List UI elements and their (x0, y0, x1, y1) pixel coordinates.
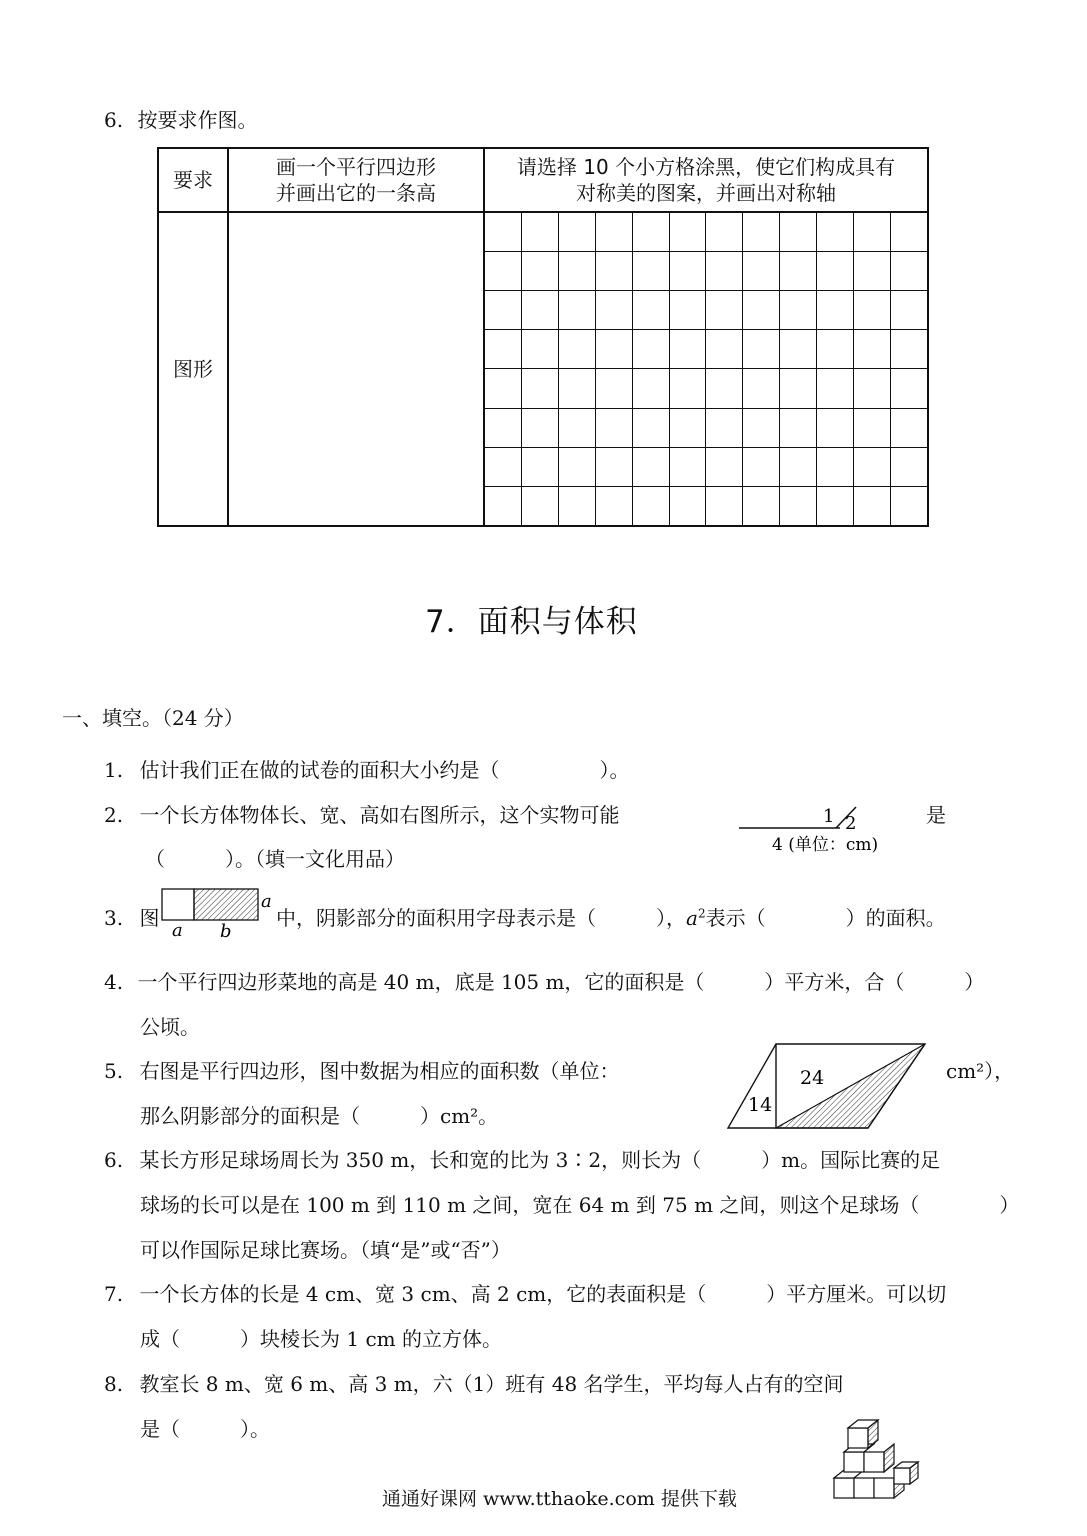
grid-square[interactable] (595, 369, 632, 408)
grid-square[interactable] (854, 330, 891, 369)
q3-text-a: 中，阴影部分的面积用字母表示是（ ）， (276, 906, 686, 930)
grid-square[interactable] (854, 213, 891, 252)
grid-square[interactable] (743, 213, 780, 252)
grid-square[interactable] (706, 291, 743, 330)
q3-rest (276, 902, 946, 931)
grid-square[interactable] (632, 291, 669, 330)
grid-square[interactable] (632, 408, 669, 447)
label-a-right: a (261, 891, 272, 912)
cuboid-dimension-figure (735, 800, 915, 860)
question-5-line1 (104, 1055, 619, 1084)
grid-square[interactable] (521, 486, 558, 525)
grid-square[interactable] (558, 408, 595, 447)
header-symmetry (484, 148, 928, 212)
grid-square[interactable] (669, 447, 706, 486)
grid-square[interactable] (485, 369, 521, 408)
grid-square[interactable] (854, 369, 891, 408)
grid-square[interactable] (521, 447, 558, 486)
section-title: 7．面积与体积 (425, 604, 638, 640)
grid-square[interactable] (706, 447, 743, 486)
grid-square[interactable] (854, 291, 891, 330)
q6-prev-text: 按要求作图。 (137, 108, 258, 132)
q8-line1: 教室长 8 m、宽 6 m、高 3 m，六（1）班有 48 名学生，平均每人占有的空间 (139, 1372, 844, 1396)
square-rectangle-figure (158, 884, 278, 944)
header-parallelogram-line2: 并画出它的一条高 (276, 181, 436, 205)
q6-prev-line (104, 104, 257, 133)
grid-square[interactable] (817, 369, 854, 408)
q8-number: 8. (104, 1372, 124, 1396)
grid-square[interactable] (485, 408, 521, 447)
q3-pre: 图 (139, 906, 160, 930)
grid-square[interactable] (558, 369, 595, 408)
grid-square[interactable] (595, 252, 632, 291)
grid-square[interactable] (558, 291, 595, 330)
grid-square[interactable] (817, 486, 854, 525)
grid-square[interactable] (780, 252, 817, 291)
grid-square[interactable] (632, 369, 669, 408)
drawing-requirement-table (157, 147, 929, 527)
grid-square[interactable] (669, 486, 706, 525)
square-grid[interactable] (485, 213, 927, 525)
q1-number: 1. (104, 758, 124, 782)
q6-prev-number: 6. (104, 108, 124, 132)
q5-number: 5. (104, 1059, 124, 1083)
grid-square[interactable] (780, 486, 817, 525)
grid-square[interactable] (890, 486, 927, 525)
grid-square[interactable] (632, 252, 669, 291)
q6-number: 6. (104, 1148, 124, 1172)
grid-square[interactable] (706, 486, 743, 525)
header-symmetry-line1: 请选择 10 个小方格涂黑，使它们构成具有 (516, 155, 896, 179)
grid-square[interactable] (558, 252, 595, 291)
q3-number-line (104, 902, 159, 931)
fig-label-1: 1 (823, 806, 835, 827)
grid-square[interactable] (743, 369, 780, 408)
grid-square[interactable] (854, 252, 891, 291)
grid-square[interactable] (521, 408, 558, 447)
grid-square[interactable] (485, 486, 521, 525)
label-a-bottom: a (172, 920, 183, 941)
grid-square[interactable] (706, 330, 743, 369)
grid-square[interactable] (890, 330, 927, 369)
grid-square[interactable] (817, 330, 854, 369)
q1-text: 估计我们正在做的试卷的面积大小约是（ ）。 (139, 758, 630, 782)
grid-square[interactable] (743, 447, 780, 486)
grid-square[interactable] (890, 291, 927, 330)
grid-square[interactable] (743, 330, 780, 369)
grid-square[interactable] (854, 486, 891, 525)
q5-line1: 右图是平行四边形，图中数据为相应的面积数（单位： (139, 1059, 620, 1083)
q3-text-b: 表示（ ）的面积。 (705, 906, 946, 930)
question-6-line1 (104, 1144, 940, 1173)
grid-square[interactable] (485, 213, 521, 252)
grid-square[interactable] (595, 486, 632, 525)
grid-square[interactable] (706, 408, 743, 447)
grid-square[interactable] (817, 447, 854, 486)
grid-square[interactable] (485, 330, 521, 369)
label-b-bottom: b (220, 921, 232, 942)
grid-square[interactable] (780, 213, 817, 252)
grid-square[interactable] (890, 408, 927, 447)
question-8-line1 (104, 1368, 844, 1397)
grid-square[interactable] (669, 213, 706, 252)
fig-label-2: 2 (845, 813, 857, 834)
grid-square[interactable] (485, 447, 521, 486)
grid-square[interactable] (669, 408, 706, 447)
q2-text-b: 是 (926, 803, 946, 827)
grid-square[interactable] (890, 213, 927, 252)
shaded-rectangle (194, 889, 258, 920)
grid-square[interactable] (780, 291, 817, 330)
grid-square[interactable] (817, 291, 854, 330)
grid-square[interactable] (595, 408, 632, 447)
fig-label-unit: 4 (单位：cm) (772, 835, 879, 855)
grid-square[interactable] (521, 330, 558, 369)
q7-number: 7. (104, 1282, 124, 1306)
grid-square[interactable] (521, 291, 558, 330)
q4-line1: 一个平行四边形菜地的高是 40 m，底是 105 m，它的面积是（ ）平方米，合（ ） (137, 970, 985, 994)
grid-square[interactable] (595, 291, 632, 330)
grid-square[interactable] (632, 486, 669, 525)
q8-line2: 是（ ）。 (140, 1417, 270, 1441)
grid-square[interactable] (558, 213, 595, 252)
question-4-line1 (104, 966, 984, 995)
part1-heading: 一、填空。（24 分） (62, 706, 244, 730)
grid-square[interactable] (669, 330, 706, 369)
grid-square[interactable] (743, 486, 780, 525)
grid-square[interactable] (595, 213, 632, 252)
grid-square[interactable] (890, 447, 927, 486)
q2-text-a: 一个长方体物体长、宽、高如右图所示，这个实物可能 (139, 803, 620, 827)
grid-square[interactable] (521, 252, 558, 291)
grid-square[interactable] (890, 369, 927, 408)
q2-number: 2. (104, 803, 124, 827)
header-parallelogram-line1: 画一个平行四边形 (276, 155, 436, 179)
grid-square[interactable] (632, 213, 669, 252)
grid-square[interactable] (817, 213, 854, 252)
grid-square[interactable] (706, 213, 743, 252)
q3-superscript: 2 (697, 906, 706, 921)
grid-square[interactable] (558, 330, 595, 369)
grid-cell-container (484, 212, 928, 526)
header-parallelogram (228, 148, 484, 212)
grid-square[interactable] (521, 213, 558, 252)
grid-square[interactable] (780, 447, 817, 486)
q3-number: 3. (104, 906, 124, 930)
grid-square[interactable] (890, 252, 927, 291)
footer-text: 通通好课网 www.tthaoke.com 提供下载 (382, 1488, 737, 1510)
question-1 (104, 754, 629, 783)
q3-a-symbol: a (686, 906, 698, 930)
question-2-line1 (104, 799, 619, 828)
grid-square[interactable] (485, 252, 521, 291)
grid-square[interactable] (817, 252, 854, 291)
header-requirement: 要求 (158, 148, 228, 212)
grid-square[interactable] (780, 369, 817, 408)
grid-square[interactable] (595, 447, 632, 486)
grid-square[interactable] (558, 447, 595, 486)
grid-square[interactable] (595, 330, 632, 369)
q6-line2: 球场的长可以是在 100 m 到 110 m 之间，宽在 64 m 到 75 m 之间，则这个足球场（ ） (140, 1193, 1020, 1217)
q6-line3: 可以作国际足球比赛场。（填“是”或“否”） (140, 1238, 511, 1262)
area-24-label: 24 (800, 1067, 825, 1089)
grid-square[interactable] (669, 291, 706, 330)
square-a (162, 889, 194, 920)
grid-square[interactable] (817, 408, 854, 447)
q2-text-c: （ ）。（填一文化用品） (145, 847, 405, 871)
question-7-line1 (104, 1278, 946, 1307)
grid-square[interactable] (706, 252, 743, 291)
grid-square[interactable] (854, 447, 891, 486)
q5-unit: cm²）， (946, 1059, 1015, 1083)
grid-square[interactable] (780, 330, 817, 369)
grid-square[interactable] (669, 252, 706, 291)
header-symmetry-line2: 对称美的图案，并画出对称轴 (576, 181, 836, 205)
grid-square[interactable] (632, 447, 669, 486)
grid-square[interactable] (706, 369, 743, 408)
grid-square[interactable] (743, 408, 780, 447)
grid-square[interactable] (558, 486, 595, 525)
q5-line2: 那么阴影部分的面积是（ ）cm²。 (140, 1104, 499, 1128)
row-label-figure: 图形 (158, 212, 228, 526)
grid-square[interactable] (743, 291, 780, 330)
q4-number: 4. (104, 970, 124, 994)
grid-square[interactable] (632, 330, 669, 369)
q7-line2: 成（ ）块棱长为 1 cm 的立方体。 (140, 1327, 502, 1351)
grid-square[interactable] (743, 252, 780, 291)
stacked-cubes-figure (830, 1418, 925, 1508)
q6-line1: 某长方形足球场周长为 350 m，长和宽的比为 3∶2，则长为（ ）m。国际比赛的足 (139, 1148, 941, 1172)
grid-square[interactable] (854, 408, 891, 447)
grid-square[interactable] (780, 408, 817, 447)
parallelogram-drawing-area[interactable] (228, 212, 484, 526)
area-14-label: 14 (748, 1094, 773, 1116)
grid-square[interactable] (669, 369, 706, 408)
parallelogram-figure (720, 1040, 935, 1135)
q4-line2: 公顷。 (140, 1015, 200, 1039)
grid-square[interactable] (521, 369, 558, 408)
grid-square[interactable] (485, 291, 521, 330)
q7-line1: 一个长方体的长是 4 cm、宽 3 cm、高 2 cm，它的表面积是（ ）平方厘米。可以切 (139, 1282, 947, 1306)
